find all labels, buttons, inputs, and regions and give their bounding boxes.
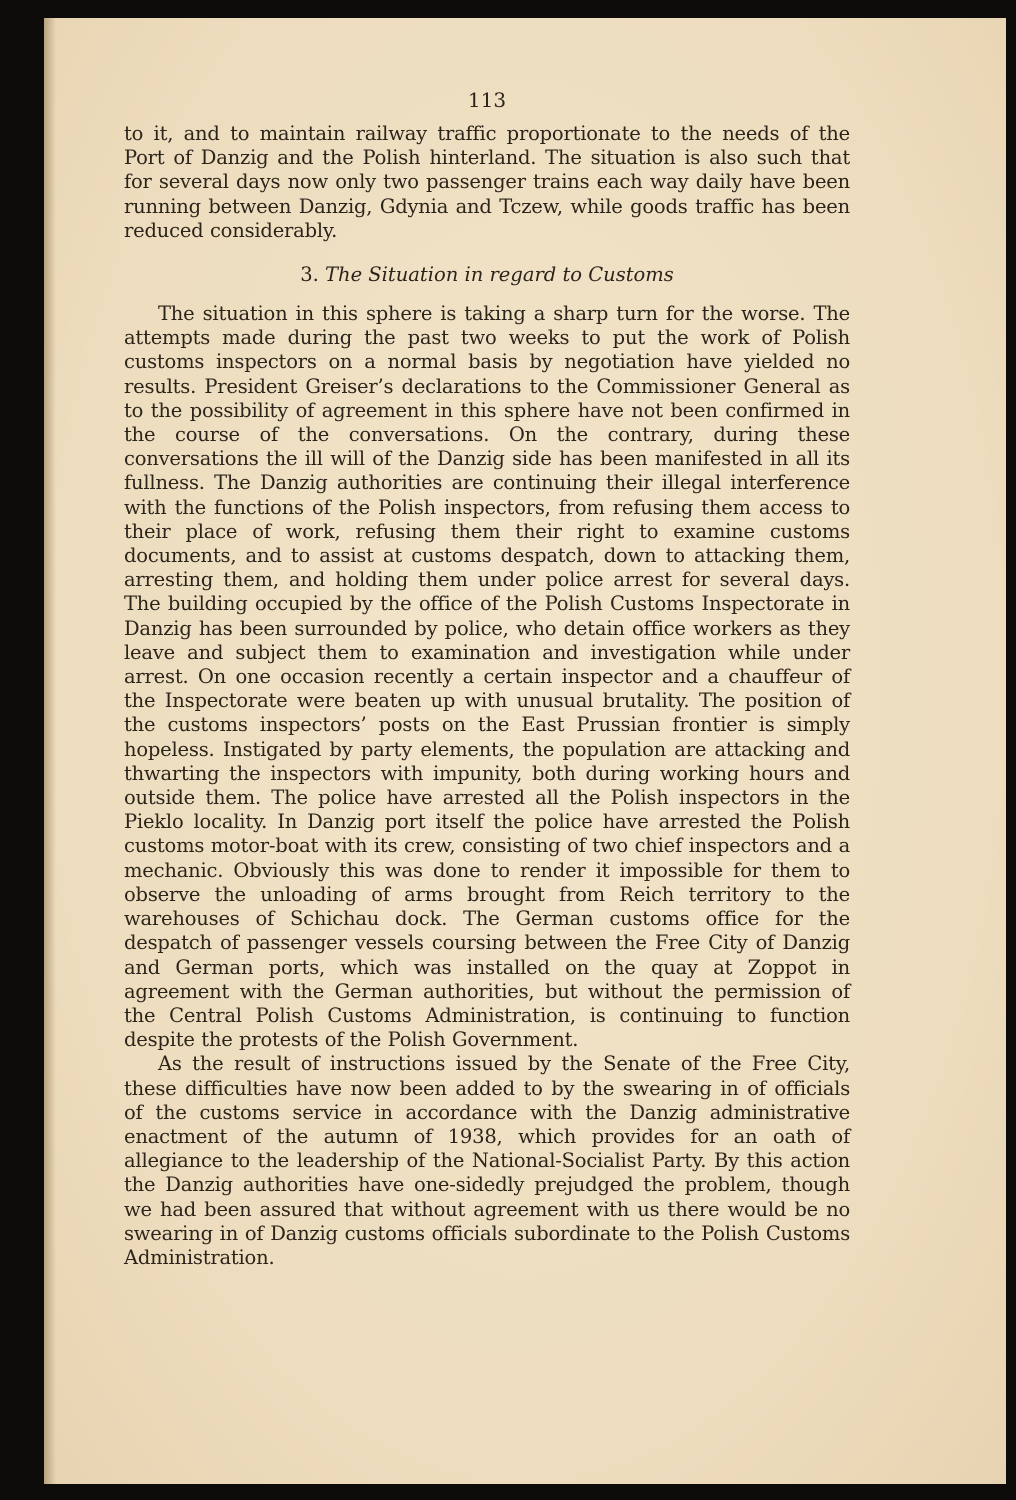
section-number: 3. (300, 263, 319, 287)
page-number: 113 (467, 88, 507, 112)
body-paragraph: The situation in this sphere is taking a sharp turn for the worse. The attempts made during the past two weeks to put the work of Polish customs inspectors on a normal basis by negotiation have yielded no results. President Greiser’s declarations to the Commissioner General as to the possibility of agreement in this sphere have not been confirmed in the course of the conversations. On the contrary, during these conversations the ill will of the Danzig side has been manifested in all its fullness. The Danzig authorities are continuing their illegal interference with the functions of the Polish inspectors, from refusing them access to their place of work, refusing them their right to examine customs documents, and to assist at customs despatch, down to attacking them, arresting them, and holding them under police arrest for several days. The building occupied by the office of the Polish Customs Inspectorate in Danzig has been surrounded by police, who detain office workers as they leave and subject them to examination and investigation while under arrest. On one occasion recently a certain inspector and a chauffeur of the Inspectorate were beaten up with unusual brutality. The position of the customs inspectors’ posts on the East Prussian frontier is simply hopeless. Instigated by party elements, the population are attacking and thwarting the inspectors with impunity, both during working hours and outside them. The police have arrested all the Polish inspectors in the Pieklo locality. In Danzig port itself the police have arrested the Polish customs motor-boat with its crew, consisting of two chief inspectors and a mechanic. Obviously this was done to render it impossible for them to observe the unloading of arms brought from Reich territory to the warehouses of Schichau dock. The German customs office for the despatch of passenger vessels coursing between the Free City of Danzig and German ports, which was installed on the quay at Zoppot in agreement with the German authorities, but without the permission of the Central Polish Customs Administration, is continuing to function despite the protests of the Polish Government. (124, 302, 850, 1052)
page-gutter (44, 18, 56, 1484)
section-heading (124, 263, 850, 287)
continuation-paragraph: to it, and to maintain railway traffic proportionate to the needs of the Port of Danzig and the Polish hinterland. The situation is also such that for several days now only two passenger trains each way daily have been running between Danzig, Gdynia and Tczew, while goods traffic has been reduced considerably. (124, 122, 850, 242)
section-title: The Situation in regard to Customs (325, 263, 674, 287)
page-text (124, 88, 850, 1270)
body-paragraph: As the result of instructions issued by the Senate of the Free City, these difficulties have now been added to by the swearing in of officials of the customs service in accordance with the Danzig administrative enactment of the autumn of 1938, which provides for an oath of allegiance to the leadership of the National-Socialist Party. By this action the Danzig authorities have one-sidedly prejudged the problem, though we had been assured that without agreement with us there would be no swearing in of Danzig customs officials subordinate to the Polish Customs Administration. (124, 1052, 850, 1269)
